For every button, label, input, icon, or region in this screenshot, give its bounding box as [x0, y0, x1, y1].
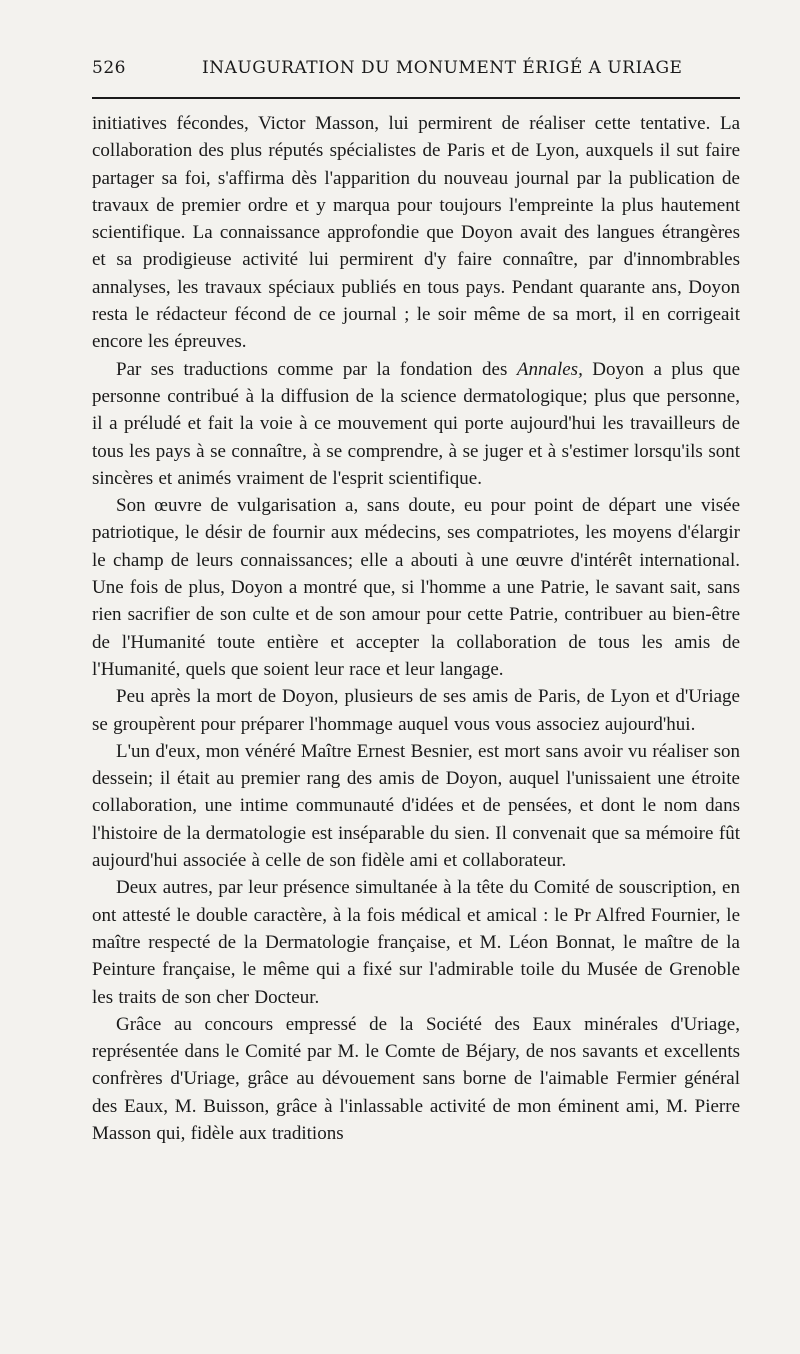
page-header: [92, 58, 740, 84]
paragraph-text: Par ses traductions comme par la fondation des: [116, 358, 517, 380]
paragraph: L'un d'eux, mon vénéré Maître Ernest Besnier, est mort sans avoir vu réaliser son dessein; il était au premier rang des amis de Doyon, auquel l'unissaient une étroite collaboration, une intime communauté d'idées et de pensées, et dont le nom dans l'histoire de la dermatologie est inséparable du sien. Il convenait que sa mémoire fût aujourd'hui associée à celle de son fidèle ami et collaborateur.: [92, 740, 740, 872]
page-number: 526: [92, 58, 126, 78]
header-rule: [92, 97, 740, 99]
paragraph: Deux autres, par leur présence simultanée à la tête du Comité de souscription, en ont attesté le double caractère, à la fois médical et amical : le Pr Alfred Fournier, le maître respecté de la Dermatologie française, et M. Léon Bonnat, le maître de la Peinture française, le même qui a fixé sur l'admirable toile du Musée de Grenoble les traits de son cher Docteur.: [92, 877, 740, 1008]
paragraph: Peu après la mort de Doyon, plusieurs de ses amis de Paris, de Lyon et d'Uriage se groupèrent pour préparer l'hommage auquel vous vous associez aujourd'hui.: [92, 686, 740, 735]
paragraph: [92, 356, 740, 492]
paragraph: initiatives fécondes, Victor Masson, lui permirent de réaliser cette tentative. La collaboration des plus réputés spécialistes de Paris et de Lyon, auxquels il sut faire partager sa foi, s'affirma dès l'apparition du nouveau journal par la publication de travaux de premier ordre et y marqua pour toujours l'empreinte la plus hautement scientifique. La connaissance approfondie que Doyon avait des langues étrangères et sa prodigieuse activité lui permirent d'y faire connaître, par d'innombrables annalyses, les travaux spéciaux publiés en tous pays. Pendant quarante ans, Doyon resta le rédacteur fécond de ce journal ; le soir même de sa mort, il en corrigeait encore les épreuves.: [92, 113, 740, 353]
paragraph: Son œuvre de vulgarisation a, sans doute, eu pour point de départ une visée patriotique, le désir de fournir aux médecins, ses compatriotes, les moyens d'élargir le champ de leurs connaissances; elle a abouti à une œuvre d'intérêt international. Une fois de plus, Doyon a montré que, si l'homme a une Patrie, le savant sait, sans rien sacrifier de son culte et de son amour pour cette Patrie, contribuer au bien-être de l'Humanité toute entière et accepter la collaboration de tous les amis de l'Humanité, quels que soient leur race et leur langage.: [92, 495, 740, 680]
body-text: [92, 110, 740, 1147]
paragraph: Grâce au concours empressé de la Société des Eaux minérales d'Uriage, représentée dans le Comité par M. le Comte de Béjary, de nos savants et excellents confrères d'Uriage, grâce au dévouement sans borne de l'aimable Fermier général des Eaux, M. Buisson, grâce à l'inlassable activité de mon éminent ami, M. Pierre Masson qui, fidèle aux traditions: [92, 1013, 740, 1144]
running-title: INAUGURATION DU MONUMENT ÉRIGÉ A URIAGE: [202, 58, 683, 78]
journal-title: Annales,: [516, 358, 583, 380]
paragraph-text: Doyon a plus que personne contribué à la diffusion de la science dermatologique; plus que personne, il a préludé et fait la voie à ce mouvement qui porte aujourd'hui les travailleurs de tous les pays à se connaître, à se comprendre, à se juger et à s'estimer lorsqu'ils sont sincères et animés vraiment de l'esprit scientifique.: [92, 358, 741, 489]
